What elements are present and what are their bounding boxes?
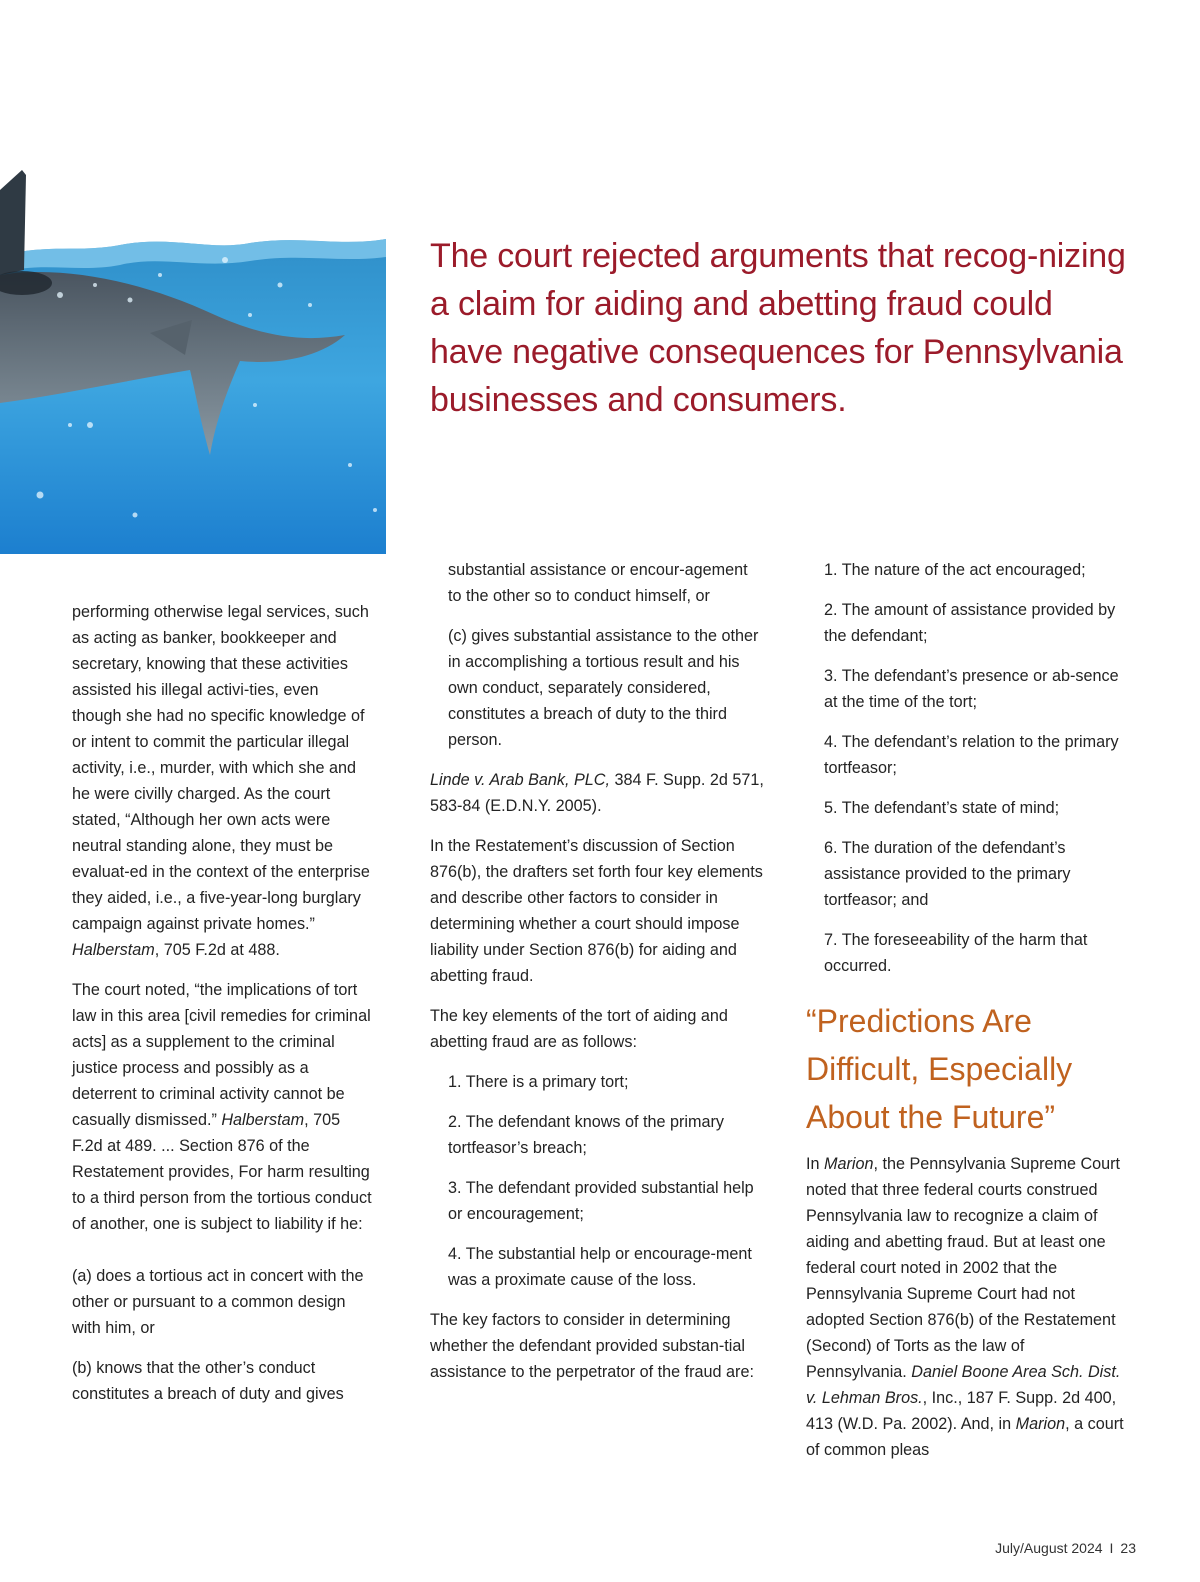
page-number: 23 [1120,1540,1136,1556]
case-name: Marion [1015,1415,1066,1433]
paragraph [72,599,372,963]
column-3 [806,557,1128,1477]
paragraph-text: performing otherwise legal services, such as acting as banker, bookkeeper and secretary, knowing that these activities assisted his illegal activi-ties, even though she had no specific knowledge of or intent to commit the particular illegal activity, i.e., murder, with which she and he were civilly charged. As the court stated, “Although her own acts were neutral standing alone, they must be evaluat-ed in the context of the enterprise they aided, i.e., a five-year-long burglary campaign against private homes.” [72,603,370,933]
paragraph: The key factors to consider in determining whether the defendant provided substan-tial assistance to the perpetrator of the fraud are: [430,1311,754,1381]
paragraph-text: , 705 F.2d at 489. ... Section 876 of the Restatement provides, For harm resulting to a third person from the tortious conduct of another, one is subject to liability if he: [72,1111,372,1233]
paragraph [72,977,372,1237]
text: , the Pennsylvania Supreme Court noted that three federal courts construed Pennsylvania law to recognize a claim of aiding and abetting fraud. But at least one federal court noted in 2002 that the Pennsylvania Supreme Court had not adopted Section 876(b) of the Restatement (Second) of Torts as the law of Pennsylvania. [806,1155,1121,1381]
element-item: 2. The defendant knows of the primary tortfeasor’s breach; [448,1113,724,1157]
text: , a court of common pleas [806,1415,1124,1459]
clause-a: (a) does a tortious act in concert with the other or pursuant to a common design with him, or [72,1267,364,1337]
paragraph-text: The court noted, “the implications of tort law in this area [civil remedies for criminal acts] as a supplement to the criminal justice process and possibly as a deterrent to criminal activity cannot be casually dismissed.” [72,981,371,1129]
shark-underwater-image [0,165,386,554]
paragraph [806,1151,1128,1463]
case-name: Marion [824,1155,874,1173]
shark-photo [0,165,386,554]
text: , Inc., 187 F. Supp. 2d 400, 413 (W.D. Pa. 2002). And, in [806,1389,1117,1433]
paragraph: The key elements of the tort of aiding and abetting fraud are as follows: [430,1007,728,1051]
section-heading: “Predictions Are Difficult, Especially About the Future” [806,1003,1073,1135]
clause-b-continued: substantial assistance or encour-agement to the other so to conduct himself, or [448,561,748,605]
case-citation: Linde v. Arab Bank, PLC, [430,771,610,789]
clause-b: (b) knows that the other’s conduct constitutes a breach of duty and gives [72,1359,344,1403]
factor-item: 5. The defendant’s state of mind; [824,799,1060,817]
clause-c: (c) gives substantial assistance to the other in accomplishing a tortious result and his own conduct, separately considered, constitutes a breach of duty to the third person. [448,627,759,749]
column-1 [72,599,372,1421]
factor-item: 3. The defendant’s presence or ab-sence at the time of the tort; [824,667,1119,711]
element-item: 4. The substantial help or encourage-ment was a proximate cause of the loss. [448,1245,752,1289]
issue-date: July/August 2024 [995,1540,1103,1556]
text: In [806,1155,824,1173]
citation-text: 384 F. Supp. 2d 571, 583-84 (E.D.N.Y. 2005). [430,771,764,815]
factor-item: 1. The nature of the act encouraged; [824,561,1086,579]
element-item: 3. The defendant provided substantial help or encouragement; [448,1179,754,1223]
factor-item: 2. The amount of assistance provided by the defendant; [824,601,1116,645]
factor-item: 4. The defendant’s relation to the primary tortfeasor; [824,733,1119,777]
paragraph: In the Restatement’s discussion of Section 876(b), the drafters set forth four key elements and describe other factors to consider in determining whether a court should impose liability under Section 876(b) for aiding and abetting fraud. [430,837,763,985]
citation-text: , 705 F.2d at 488. [154,941,280,959]
case-citation: Daniel Boone Area Sch. Dist. v. Lehman Bros. [806,1363,1121,1407]
citation-paragraph [430,767,765,819]
column-2 [430,557,765,1399]
case-citation: Halberstam [72,941,155,959]
case-citation: Halberstam [221,1111,305,1129]
footer-separator: I [1109,1540,1114,1556]
element-item: 1. There is a primary tort; [448,1073,629,1091]
page-footer [995,1540,1136,1556]
factor-item: 6. The duration of the defendant’s assistance provided to the primary tortfeasor; and [824,839,1071,909]
factor-item: 7. The foreseeability of the harm that occurred. [824,931,1088,975]
pull-quote: The court rejected arguments that recog-nizing a claim for aiding and abetting fraud could have negative consequences for Pennsylvania businesses and consumers. [430,237,1126,419]
